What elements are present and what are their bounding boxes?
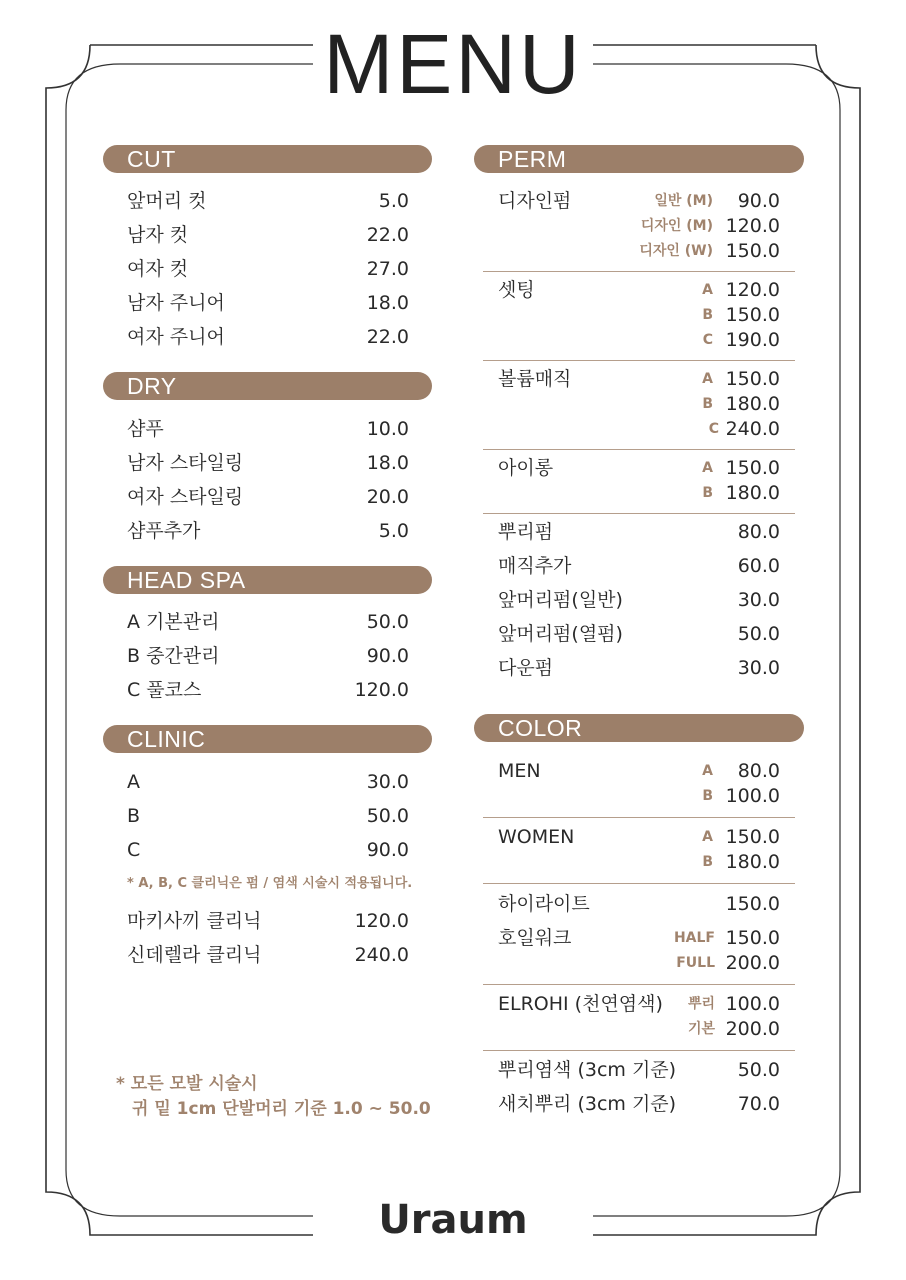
option-price: 150.0 bbox=[725, 457, 780, 479]
section-header-clinic: CLINIC bbox=[103, 725, 432, 753]
option-label: 디자인 (W) bbox=[639, 243, 713, 259]
section-header-head-spa: HEAD SPA bbox=[103, 566, 432, 594]
option-price: 240.0 bbox=[725, 418, 780, 440]
option-price: 180.0 bbox=[725, 482, 780, 504]
option-price: 150.0 bbox=[725, 240, 780, 262]
option-price: 80.0 bbox=[737, 760, 780, 782]
option-label: FULL bbox=[676, 955, 715, 971]
option-price: 180.0 bbox=[725, 393, 780, 415]
footer-note-line1: * 모든 모발 시술시 bbox=[116, 1074, 258, 1094]
option-label: B bbox=[702, 396, 713, 412]
option-label: C bbox=[702, 332, 713, 348]
option-price: 150.0 bbox=[725, 927, 780, 949]
option-price: 90.0 bbox=[737, 190, 780, 212]
section-header-cut: CUT bbox=[103, 145, 432, 173]
option-label: A bbox=[702, 763, 713, 779]
option-price: 150.0 bbox=[725, 368, 780, 390]
option-label: 뿌리 bbox=[687, 996, 715, 1012]
option-label: A bbox=[702, 371, 713, 387]
divider bbox=[483, 271, 795, 272]
option-price: 100.0 bbox=[725, 785, 780, 807]
option-label: C bbox=[708, 421, 719, 437]
divider bbox=[483, 513, 795, 514]
option-label: B bbox=[702, 788, 713, 804]
option-label: A bbox=[702, 282, 713, 298]
option-label: B bbox=[702, 307, 713, 323]
option-price: 180.0 bbox=[725, 851, 780, 873]
option-label: HALF bbox=[673, 930, 715, 946]
section-header-dry: DRY bbox=[103, 372, 432, 400]
page-title: MENU bbox=[313, 22, 593, 106]
clinic-note: * A, B, C 클리닉은 펌 / 염색 시술시 적용됩니다. bbox=[127, 876, 413, 891]
option-price: 200.0 bbox=[725, 952, 780, 974]
option-label: 기본 bbox=[687, 1021, 715, 1037]
footer-note-line2: 귀 밑 1cm 단발머리 기준 1.0 ~ 50.0 bbox=[132, 1099, 431, 1119]
divider bbox=[483, 360, 795, 361]
divider bbox=[483, 883, 795, 884]
option-label: B bbox=[702, 485, 713, 501]
option-price: 100.0 bbox=[725, 993, 780, 1015]
option-label: A bbox=[702, 460, 713, 476]
option-price: 120.0 bbox=[725, 215, 780, 237]
option-label: A bbox=[702, 829, 713, 845]
option-price: 120.0 bbox=[725, 279, 780, 301]
option-label: B bbox=[702, 854, 713, 870]
section-header-perm: PERM bbox=[474, 145, 804, 173]
option-price: 150.0 bbox=[725, 304, 780, 326]
option-price: 150.0 bbox=[725, 826, 780, 848]
option-label: 디자인 (M) bbox=[640, 218, 713, 234]
divider bbox=[483, 1050, 795, 1051]
option-price: 190.0 bbox=[725, 329, 780, 351]
brand-logo: Uraum bbox=[340, 1195, 566, 1245]
section-header-color: COLOR bbox=[474, 714, 804, 742]
divider bbox=[483, 984, 795, 985]
option-price: 200.0 bbox=[725, 1018, 780, 1040]
divider bbox=[483, 817, 795, 818]
option-label: 일반 (M) bbox=[654, 193, 713, 209]
divider bbox=[483, 449, 795, 450]
